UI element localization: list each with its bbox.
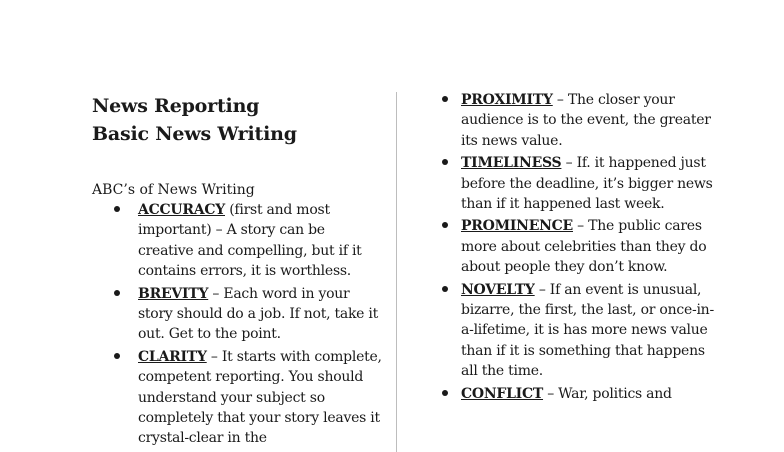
term-timeliness: TIMELINESS — [461, 155, 562, 172]
column-divider — [396, 92, 397, 452]
definition-accuracy: (first and most important) – A story can be creative and compelling, but if it contains errors, it is worthless. — [138, 202, 362, 280]
bullet-icon — [442, 159, 448, 165]
document-title — [92, 92, 382, 148]
bullet-icon — [442, 222, 448, 228]
term-accuracy: ACCURACY — [138, 202, 225, 218]
left-column — [92, 92, 382, 451]
list-item-accuracy — [92, 200, 382, 282]
term-prominence: PROMINENCE — [461, 218, 573, 235]
term-novelty: NOVELTY — [461, 281, 535, 298]
definition-conflict: – War, politics and — [543, 385, 672, 402]
definition-brevity: – Each word in your story should do a job. If not, take it out. Get to the point. — [138, 285, 379, 343]
list-item-clarity — [92, 347, 382, 449]
list-item-timeliness — [438, 153, 723, 214]
abc-list — [92, 200, 382, 449]
bullet-icon — [442, 390, 448, 396]
definition-timeliness: – If. it happened just before the deadline, it’s bigger news than if it happened last week. — [461, 155, 713, 213]
definition-novelty: – If an event is unusual, bizarre, the first, the last, or once-in-a-lifetime, it is has more news value than if it is something that happens all the time. — [461, 281, 714, 380]
term-proximity: PROXIMITY — [461, 92, 553, 108]
term-brevity: BREVITY — [138, 285, 209, 302]
right-column — [438, 90, 723, 406]
bullet-icon — [114, 353, 120, 359]
definition-clarity: – It starts with complete, competent reporting. You should understand your subject so completely that your story leaves it crystal-clear in the — [138, 348, 382, 447]
list-item-brevity — [92, 284, 382, 345]
term-clarity: CLARITY — [138, 348, 207, 365]
bullet-icon — [442, 96, 448, 102]
abc-heading: ABC’s of News Writing — [92, 182, 255, 198]
bullet-icon — [442, 286, 448, 292]
list-item-prominence — [438, 216, 723, 277]
list-item-novelty — [438, 280, 723, 382]
definition-proximity: – The closer your audience is to the event, the greater its news value. — [461, 92, 711, 149]
list-item-proximity — [438, 90, 723, 151]
definition-prominence: – The public cares more about celebrities than they do about people they don’t know. — [461, 218, 707, 276]
news-values-list — [438, 90, 723, 404]
term-conflict: CONFLICT — [461, 385, 544, 402]
bullet-icon — [114, 206, 120, 212]
bullet-icon — [114, 290, 120, 296]
title-line-1: News Reporting — [92, 95, 260, 117]
list-item-conflict — [438, 384, 723, 404]
title-line-2: Basic News Writing — [92, 123, 297, 145]
